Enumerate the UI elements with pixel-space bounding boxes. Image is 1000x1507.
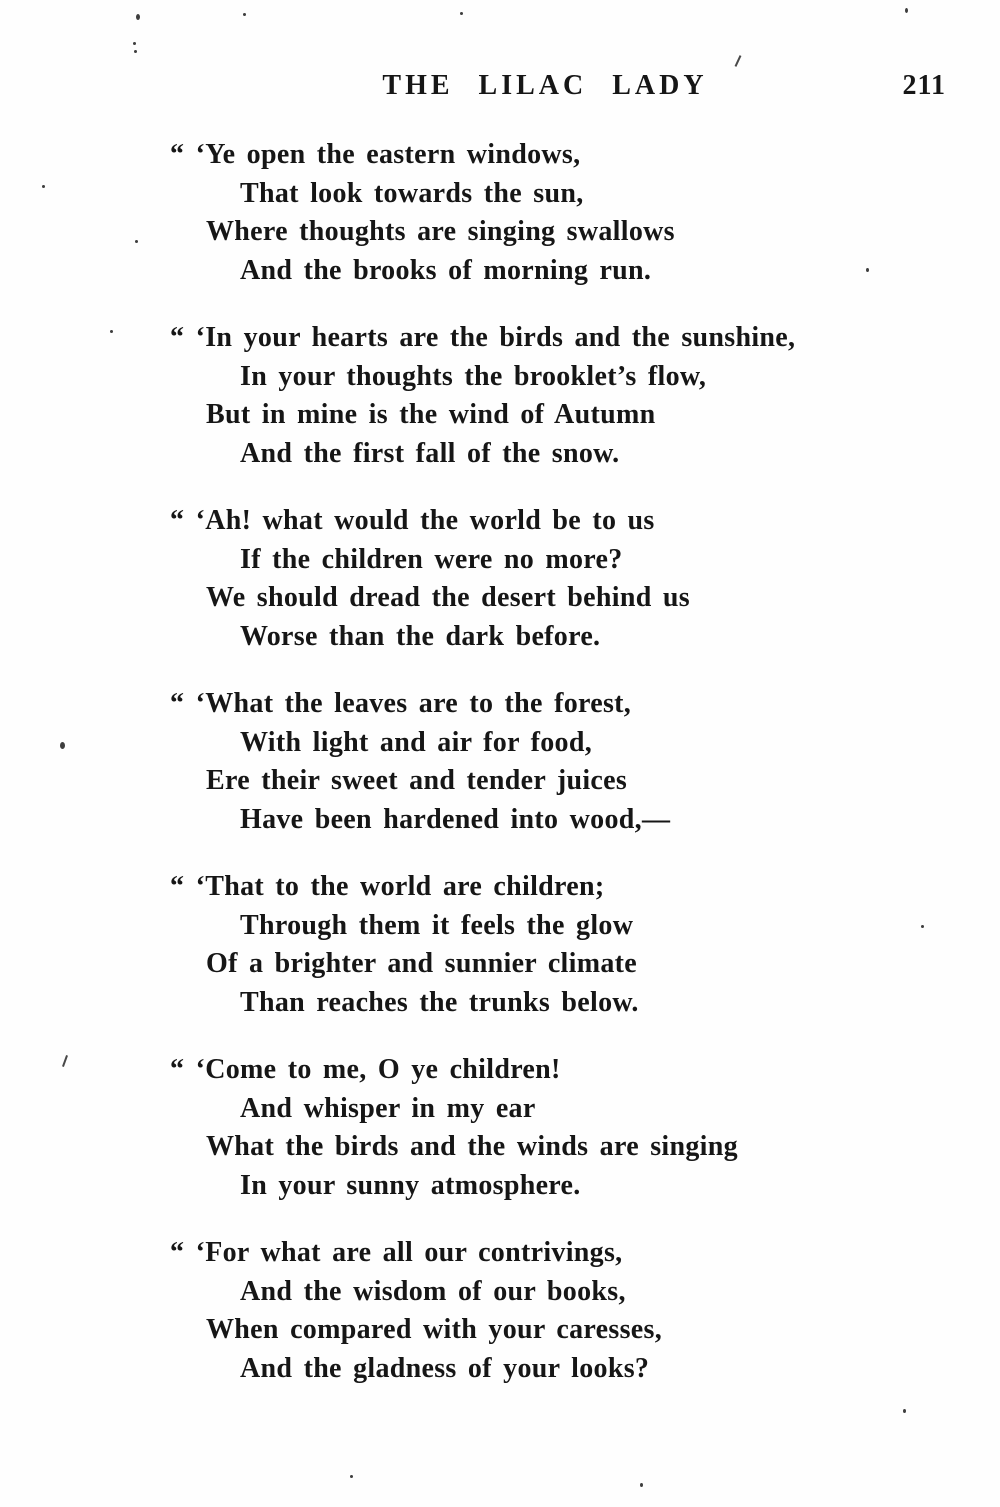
- scan-speck: [134, 50, 137, 53]
- poem-line: In your sunny atmosphere.: [240, 1169, 581, 1201]
- scan-speck: [243, 13, 246, 16]
- scan-speck: [460, 12, 463, 15]
- scan-speck: [136, 14, 140, 20]
- poem-line: Than reaches the trunks below.: [240, 986, 639, 1018]
- poem-line: Worse than the dark before.: [240, 620, 601, 652]
- scan-speck: [60, 742, 65, 749]
- poem-line: With light and air for food,: [240, 726, 593, 758]
- scan-speck: [866, 268, 869, 272]
- scan-speck: [133, 42, 136, 45]
- stanza-5: [170, 868, 940, 1022]
- poem-line: Where thoughts are singing swallows: [206, 216, 675, 247]
- stanza-7: [170, 1234, 940, 1388]
- scan-speck: [42, 185, 45, 188]
- poem-line: That look towards the sun,: [240, 177, 584, 209]
- poem-line: Through them it feels the glow: [240, 909, 634, 941]
- poem-line: And the first fall of the snow.: [240, 437, 620, 469]
- stanza-3: [170, 502, 940, 656]
- scan-speck: [905, 8, 908, 13]
- stanza-1: [170, 136, 940, 290]
- page-number: 211: [902, 70, 946, 101]
- poem-line: If the children were no more?: [240, 543, 623, 575]
- scan-speck: [640, 1483, 643, 1487]
- poem-line: When compared with your caresses,: [206, 1314, 663, 1345]
- scan-tick: [735, 55, 742, 67]
- poem-line: Ere their sweet and tender juices: [206, 765, 628, 796]
- page-header: [0, 70, 1000, 106]
- stanza-2: [170, 319, 940, 473]
- poem-line: And the gladness of your looks?: [240, 1352, 650, 1384]
- page-title: THE LILAC LADY: [382, 70, 708, 101]
- poem-line: And whisper in my ear: [240, 1092, 536, 1124]
- scan-speck: [921, 925, 924, 928]
- stanza-6: [170, 1051, 940, 1205]
- poem-line: But in mine is the wind of Autumn: [206, 399, 656, 430]
- poem-line: “ ‘Ah! what would the world be to us: [170, 505, 655, 536]
- poem-line: “ ‘Ye open the eastern windows,: [170, 139, 581, 170]
- poem-line: Of a brighter and sunnier climate: [206, 948, 637, 979]
- poem-line: “ ‘What the leaves are to the forest,: [170, 688, 632, 719]
- poem-line: “ ‘That to the world are children;: [170, 871, 605, 902]
- poem-line: “ ‘Come to me, O ye children!: [170, 1054, 561, 1085]
- poem-line: “ ‘For what are all our contrivings,: [170, 1237, 623, 1268]
- scan-tick: [62, 1055, 68, 1067]
- poem-line: And the wisdom of our books,: [240, 1275, 626, 1307]
- scan-speck: [350, 1475, 353, 1478]
- scan-speck: [903, 1409, 906, 1413]
- scan-speck: [135, 240, 138, 243]
- poem-line: Have been hardened into wood,—: [240, 803, 671, 835]
- poem-line: In your thoughts the brooklet’s flow,: [240, 360, 707, 392]
- stanza-4: [170, 685, 940, 839]
- poem-text: [170, 136, 940, 1417]
- scan-speck: [110, 330, 113, 333]
- poem-line: We should dread the desert behind us: [206, 582, 690, 613]
- poem-line: What the birds and the winds are singing: [206, 1131, 738, 1162]
- poem-line: “ ‘In your hearts are the birds and the sunshine,: [170, 322, 796, 353]
- poem-line: And the brooks of morning run.: [240, 254, 652, 286]
